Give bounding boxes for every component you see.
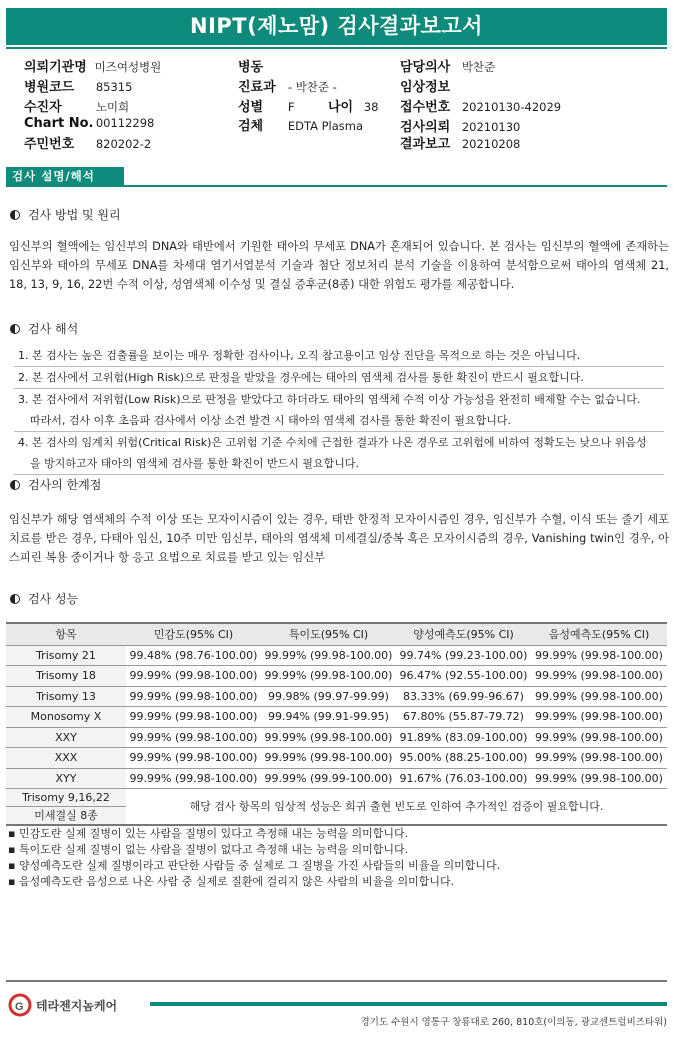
title-underline (6, 47, 667, 49)
table-cell: 99.99% (99.98-100.00) (531, 707, 667, 728)
row-label: XXX (6, 748, 126, 769)
table-cell: 99.99% (99.98-100.00) (126, 707, 261, 728)
row-label: Trisomy 13 (6, 686, 126, 707)
definition-item: ▪ 양성예측도란 실제 질병이라고 판단한 사람들 중 실제로 그 질병을 가진 사람들의 비율을 의미합니다. (8, 859, 501, 872)
info-age (328, 96, 378, 115)
row-label: Trisomy 18 (6, 666, 126, 687)
table-row (6, 748, 667, 769)
section-tab: 검사 설명/해석 (6, 167, 124, 185)
interpretation-item: 1. 본 검사는 높은 검출률을 보이는 매우 정확한 검사이나, 오직 참고용이고 임상 진단을 목적으로 하는 것은 아닙니다. (14, 345, 664, 367)
info-doctor (400, 56, 495, 75)
info-value: EDTA Plasma (287, 119, 364, 133)
table-cell: 99.99% (99.98-100.00) (261, 645, 396, 666)
table-row (6, 666, 667, 687)
footer-divider (6, 980, 667, 982)
half-circle-icon (10, 210, 20, 220)
info-value: F (287, 100, 295, 114)
half-circle-icon (10, 324, 20, 334)
info-ward (238, 56, 288, 75)
info-accession (400, 96, 561, 115)
table-cell: 99.99% (99.98-100.00) (261, 666, 396, 687)
info-label: 검체 (238, 119, 264, 134)
info-value: 20210130-42029 (461, 100, 562, 114)
info-label: 검사의뢰 (400, 120, 451, 135)
interpretation-item: 3. 본 검사에서 저위험(Low Risk)으로 판정을 받았다고 하더라도 태아의 염색체 수적 이상 가능성을 완전히 배제할 수는 없습니다. (18, 393, 641, 406)
table-cell: 99.48% (98.76-100.00) (126, 645, 261, 666)
table-cell: 91.89% (83.09-100.00) (396, 727, 531, 748)
table-cell: 99.94% (99.91-99.95) (261, 707, 396, 728)
row-label: Trisomy 9,16,22 (6, 789, 126, 807)
table-cell: 99.99% (99.99-100.00) (261, 768, 396, 789)
interpretation-item: 2. 본 검사에서 고위험(High Risk)으로 판정을 받았을 경우에는 태아의 염색체 검사를 통한 확진이 반드시 필요합니다. (14, 367, 664, 389)
table-cell: 67.80% (55.87-79.72) (396, 707, 531, 728)
table-cell: 96.47% (92.55-100.00) (396, 666, 531, 687)
performance-table (6, 622, 667, 826)
company-logo-icon (8, 993, 32, 1017)
method-text: 임신부의 혈액에는 임신부의 DNA와 태반에서 기원한 태아의 무세포 DNA가 혼재되어 있습니다. 본 검사는 임신부의 혈액에 존재하는 임신부와 태아의 무세포 DNA를 차세대 염기서열분석 기술과 첨단 정보처리 분석 기술을 이용하여 분석함으로써 태아의 염색체 21, 18, 13, 9, 16, 22번 수적 이상, 성염색체 이수성 및 결실 증후군(8종) 대한 위험도 평가를 제공합니다. (9, 240, 669, 291)
row-label: Monosomy X (6, 707, 126, 728)
info-value: 38 (363, 100, 379, 114)
info-label: 접수번호 (400, 100, 451, 115)
info-value: - 박찬준 - (287, 80, 337, 94)
half-circle-icon (10, 480, 20, 490)
column-header: 민감도(95% CI) (126, 623, 261, 645)
info-label: 담당의사 (400, 60, 451, 75)
performance-heading (10, 590, 78, 607)
info-sex (238, 96, 294, 115)
column-header: 특이도(95% CI) (261, 623, 396, 645)
info-label: 의뢰기관명 (24, 60, 87, 75)
svg-text:G: G (15, 1001, 24, 1013)
limitations-heading (10, 476, 101, 493)
info-resident (24, 133, 151, 152)
row-label: Trisomy 21 (6, 645, 126, 666)
table-cell: 99.99% (99.98-100.00) (531, 645, 667, 666)
info-label: 병원코드 (24, 80, 75, 95)
rare-note: 해당 검사 항목의 임상적 성능은 희귀 출현 빈도로 인하여 추가적인 검증이 필요합니다. (126, 789, 667, 825)
company-logo (8, 993, 117, 1017)
table-header-row (6, 623, 667, 645)
info-label: 임상정보 (400, 80, 451, 95)
table-cell: 99.99% (99.98-100.00) (531, 666, 667, 687)
info-label: 수진자 (24, 100, 62, 115)
info-chart (24, 116, 154, 131)
info-dept (238, 76, 337, 95)
info-label: 진료과 (238, 80, 276, 95)
info-label: 성별 (238, 100, 264, 115)
table-cell: 99.99% (99.98-100.00) (531, 686, 667, 707)
interpretation-item: 을 방지하고자 태아의 염색체 검사를 통한 확진이 반드시 필요합니다. (14, 453, 664, 475)
info-label: 나이 (328, 100, 354, 115)
table-cell: 99.99% (99.98-100.00) (531, 748, 667, 769)
table-row (6, 727, 667, 748)
table-row (6, 645, 667, 666)
table-cell: 99.98% (99.97-99.99) (261, 686, 396, 707)
table-cell: 99.99% (99.98-100.00) (126, 686, 261, 707)
table-cell: 91.67% (76.03-100.00) (396, 768, 531, 789)
footer-accent-bar (150, 1002, 667, 1006)
table-row (6, 768, 667, 789)
interpretation-item: 따라서, 검사 이후 초음파 검사에서 이상 소견 발견 시 태아의 염색체 검사를 통한 확진이 필요합니다. (14, 410, 664, 432)
info-patient (24, 96, 129, 115)
info-value: 박찬준 (461, 60, 496, 74)
interpretation-heading-text: 검사 해석 (28, 322, 79, 336)
row-label: XYY (6, 768, 126, 789)
info-value: 820202-2 (95, 137, 152, 151)
info-value: 20210130 (461, 120, 521, 134)
table-cell: 99.99% (99.98-100.00) (261, 727, 396, 748)
table-row (6, 707, 667, 728)
table-cell: 99.99% (99.98-100.00) (531, 768, 667, 789)
table-cell: 99.74% (99.23-100.00) (396, 645, 531, 666)
info-label: Chart No. (24, 116, 94, 131)
report-title: NIPT(제노맘) 검사결과보고서 (6, 8, 667, 45)
method-heading (10, 206, 121, 223)
info-clinical (400, 76, 462, 95)
info-value: 00112298 (95, 116, 155, 130)
table-cell: 99.99% (99.98-100.00) (531, 727, 667, 748)
interpretation-item: 4. 본 검사의 임계치 위험(Critical Risk)은 고위험 기준 수치에 근접한 결과가 나온 경우로 고위험에 비하여 정확도는 낮으나 위음성 (18, 436, 647, 449)
interpretation-heading (10, 320, 78, 337)
limitations-heading-text: 검사의 한계점 (28, 478, 102, 492)
half-circle-icon (10, 594, 20, 604)
table-row (6, 789, 667, 807)
info-value: 미즈여성병원 (94, 60, 162, 74)
table-cell: 99.99% (99.98-100.00) (261, 748, 396, 769)
info-label: 병동 (238, 60, 264, 75)
table-cell: 99.99% (99.98-100.00) (126, 768, 261, 789)
table-cell: 95.00% (88.25-100.00) (396, 748, 531, 769)
info-value: 20210208 (461, 137, 521, 151)
company-name: 테라젠지놈케어 (36, 998, 118, 1013)
info-hospital (24, 56, 161, 75)
definitions-list (8, 826, 668, 890)
info-specimen (238, 115, 363, 134)
limitations-text: 임신부가 해당 염색체의 수적 이상 또는 모자이시즘이 있는 경우, 태반 한정적 모자이시즘인 경우, 임신부가 수혈, 이식 또는 줄기 세포 치료를 받은 경우, 다태아 임신, 10주 미만 임신부, 태아의 염색체 미세결실/중복 혹은 모자이시즘의 경우, Vanishing twin인 경우, 아스피린 복용 중이거나 항 응고 요법으로 치료를 받고 있는 임신부 (9, 513, 669, 564)
info-value: 노미희 (95, 100, 130, 114)
row-label: XXY (6, 727, 126, 748)
interpretation-list (14, 345, 664, 475)
column-header: 양성예측도(95% CI) (396, 623, 531, 645)
info-label: 주민번호 (24, 137, 75, 152)
info-code (24, 76, 132, 95)
info-label: 결과보고 (400, 137, 451, 152)
column-header: 항목 (6, 623, 126, 645)
definition-item: ▪ 민감도란 실제 질병이 있는 사람을 질병이 있다고 측정해 내는 능력을 의미합니다. (8, 827, 409, 840)
table-row (6, 686, 667, 707)
definition-item: ▪ 특이도란 실제 질병이 없는 사람을 질병이 없다고 측정해 내는 능력을 의미합니다. (8, 843, 409, 856)
table-cell: 99.99% (99.98-100.00) (126, 727, 261, 748)
row-label: 미세결실 8종 (6, 807, 126, 825)
table-cell: 99.99% (99.98-100.00) (126, 666, 261, 687)
info-value: 85315 (95, 80, 133, 94)
company-address: 경기도 수원시 영통구 창룡대로 260, 810호(이의동, 광교센트럴비즈타워) (360, 1017, 667, 1028)
method-heading-text: 검사 방법 및 원리 (28, 208, 121, 222)
definition-item: ▪ 음성예측도란 음성으로 나온 사람 중 실제로 질환에 걸리지 않은 사람의 비율을 의미합니다. (8, 875, 455, 888)
column-header: 음성예측도(95% CI) (531, 623, 667, 645)
section-divider (6, 185, 667, 187)
performance-heading-text: 검사 성능 (28, 592, 79, 606)
info-result (400, 133, 520, 152)
table-cell: 99.99% (99.98-100.00) (126, 748, 261, 769)
table-cell: 83.33% (69.99-96.67) (396, 686, 531, 707)
